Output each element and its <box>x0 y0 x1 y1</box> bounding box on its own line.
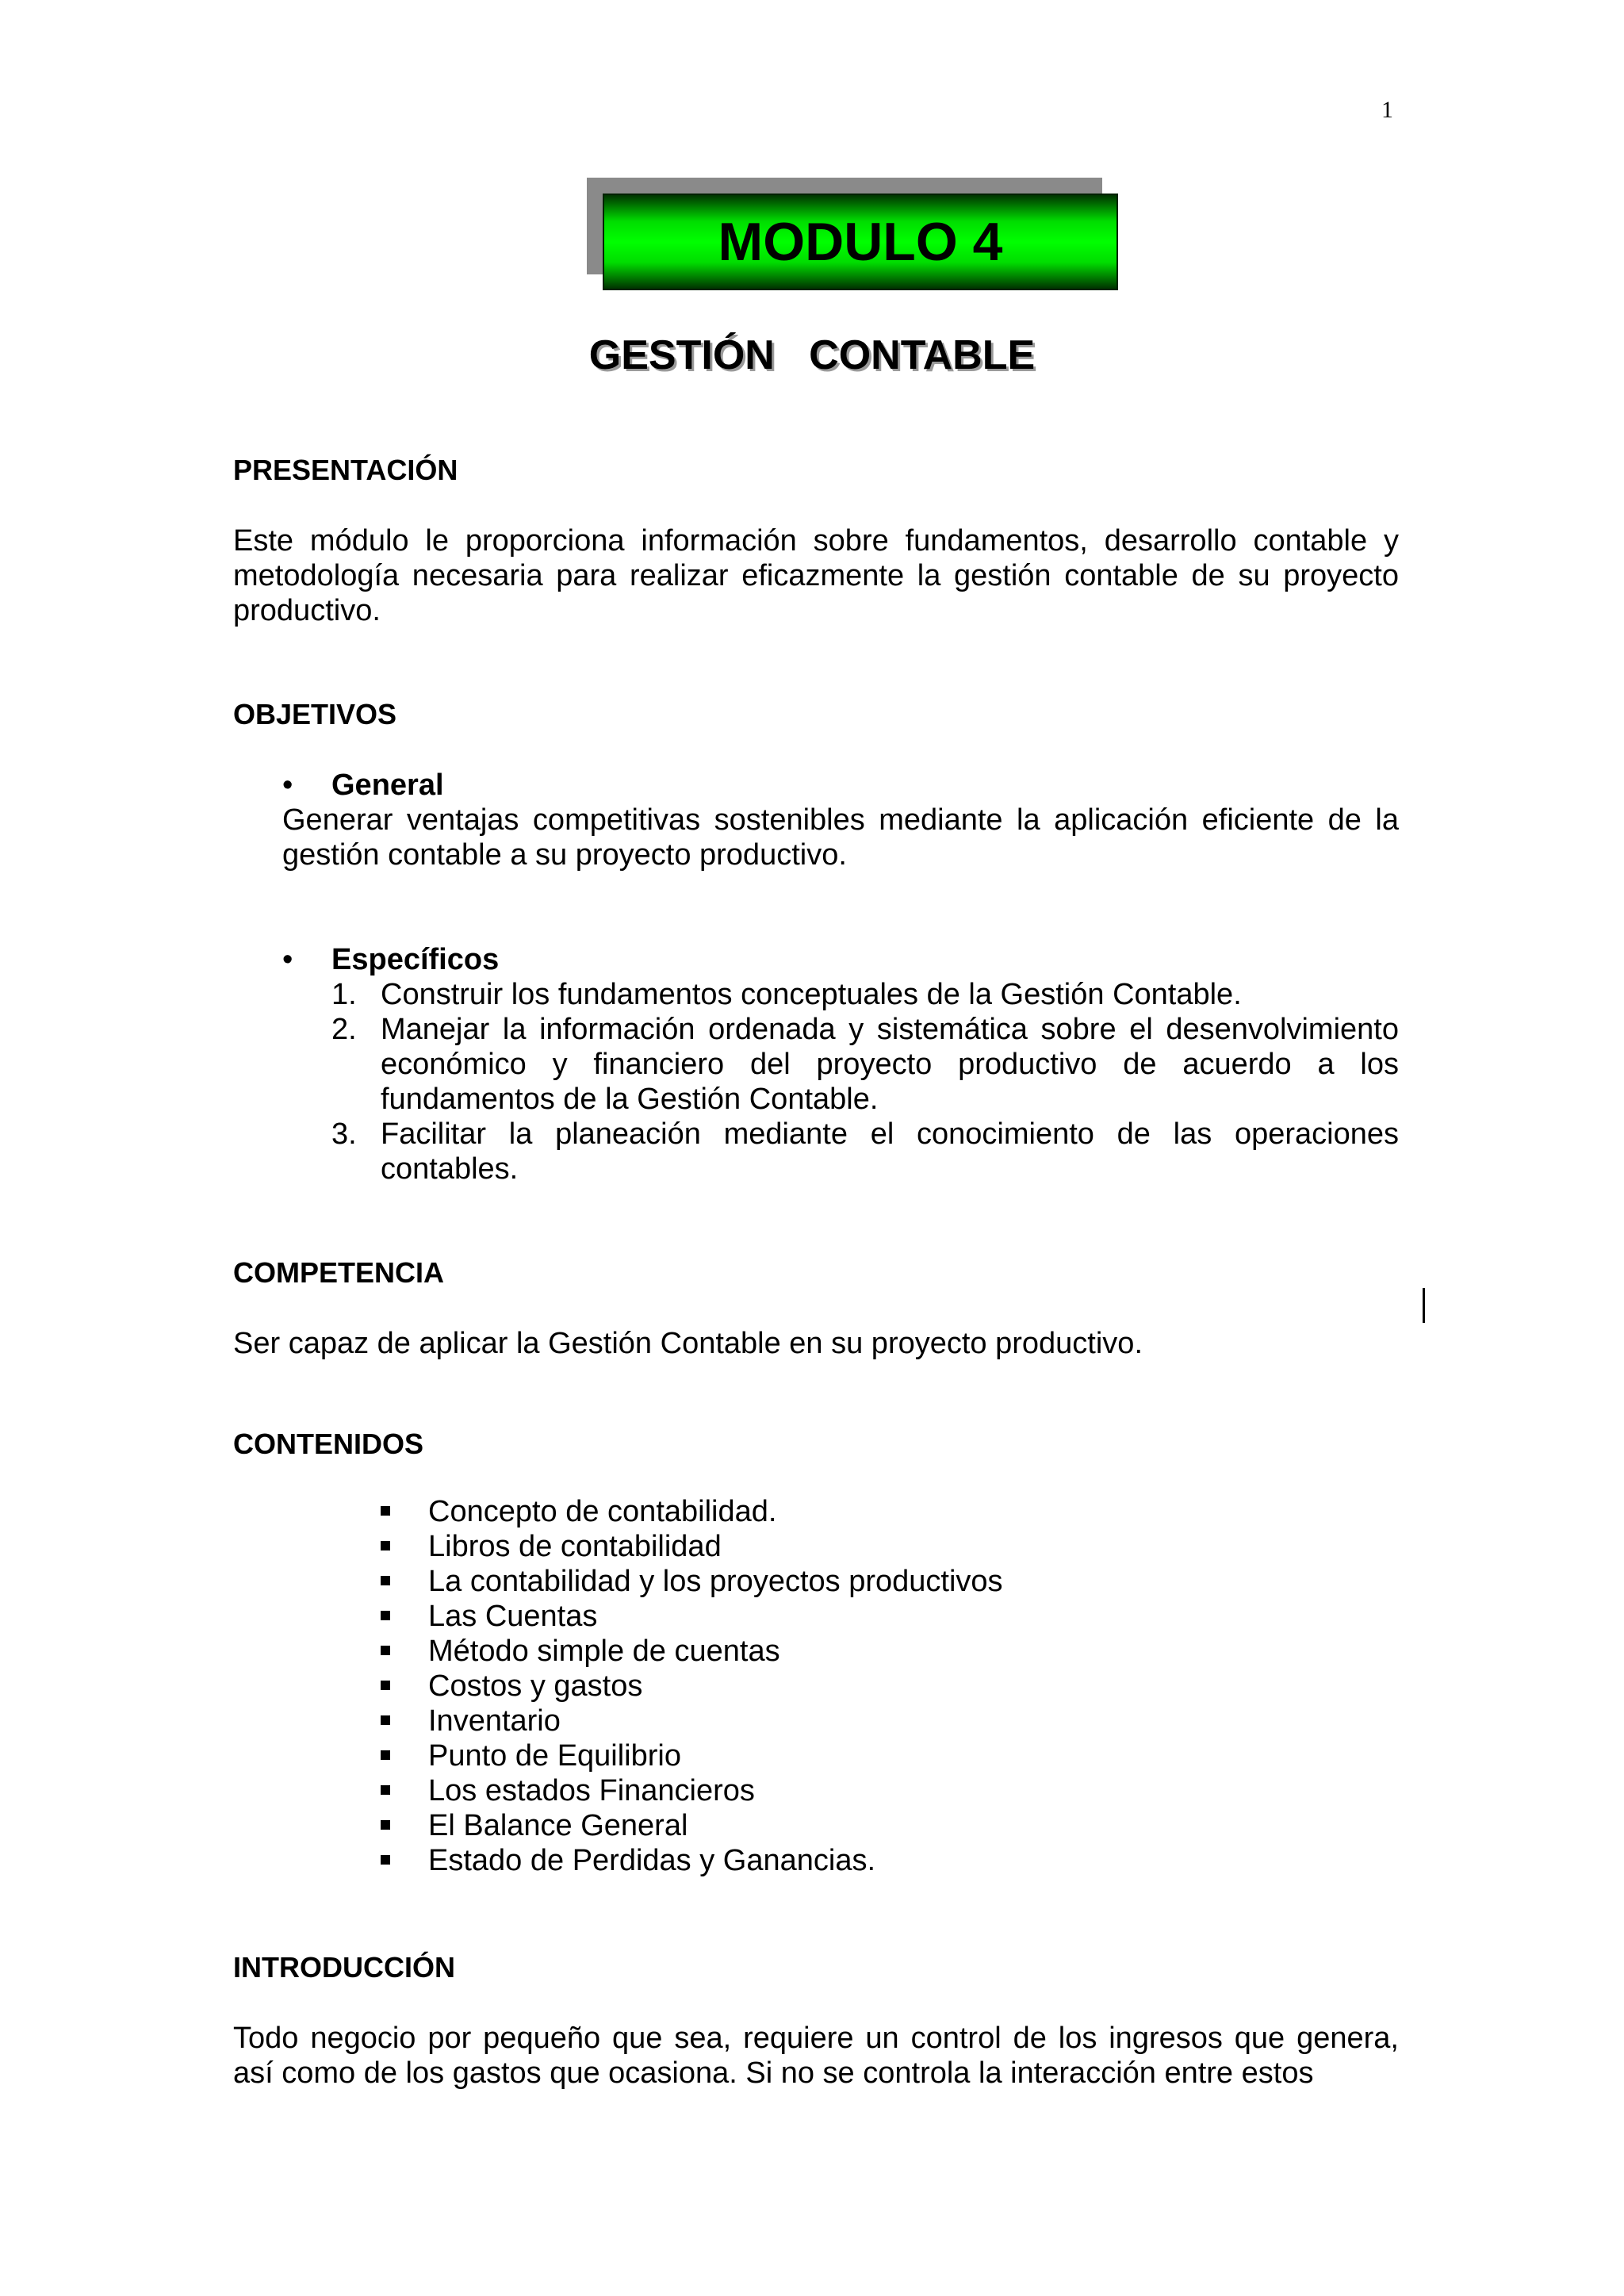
square-bullet-icon <box>381 1785 390 1795</box>
competencia-heading: COMPETENCIA <box>233 1256 445 1289</box>
list-item <box>331 1117 1399 1186</box>
objetivos-heading: OBJETIVOS <box>233 698 397 730</box>
list-item-text: Costos y gastos <box>428 1669 643 1703</box>
objetivo-general-label: General <box>331 769 444 802</box>
list-item <box>379 1529 1003 1564</box>
square-bullet-icon <box>381 1541 390 1550</box>
list-item <box>331 977 1399 1012</box>
presentacion-text: Este módulo le proporciona información sobre fundamentos, desarrollo contable y metodología necesaria para realizar eficazmente la gestión contable de su proyecto productivo. <box>233 524 1399 627</box>
list-item <box>379 1808 1003 1843</box>
list-item-text: Método simple de cuentas <box>428 1635 780 1668</box>
list-item-number: 3. <box>331 1117 357 1151</box>
list-item <box>379 1564 1003 1599</box>
list-item <box>379 1843 1003 1878</box>
module-title: MODULO 4 <box>603 194 1118 290</box>
list-item-text: Concepto de contabilidad. <box>428 1495 777 1528</box>
objetivos-especificos-label: Específicos <box>331 943 500 976</box>
square-bullet-icon <box>381 1681 390 1690</box>
square-bullet-icon <box>381 1750 390 1760</box>
square-bullet-icon <box>381 1855 390 1865</box>
contenidos-heading: CONTENIDOS <box>233 1428 424 1460</box>
page-number: 1 <box>1381 97 1393 123</box>
list-item <box>331 1012 1399 1117</box>
module-subtitle: GESTIÓN CONTABLE <box>588 332 1036 378</box>
presentacion-heading: PRESENTACIÓN <box>233 454 458 486</box>
objetivo-general-text: Generar ventajas competitivas sostenibles mediante la aplicación eficiente de la gestión contable a su proyecto productivo. <box>282 803 1399 872</box>
list-item-text: Los estados Financieros <box>428 1774 755 1807</box>
list-item-text: Punto de Equilibrio <box>428 1739 681 1773</box>
list-item <box>379 1704 1003 1738</box>
square-bullet-icon <box>381 1506 390 1516</box>
list-item-number: 1. <box>331 978 357 1011</box>
square-bullet-icon <box>381 1715 390 1725</box>
list-item <box>379 1669 1003 1704</box>
list-item <box>379 1494 1003 1529</box>
list-item <box>379 1773 1003 1808</box>
list-item-text: Libros de contabilidad <box>428 1530 722 1563</box>
bullet-icon: • <box>282 943 293 976</box>
introduccion-text: Todo negocio por pequeño que sea, requiere un control de los ingresos que genera, así como de los gastos que ocasiona. Si no se controla la interacción entre estos <box>233 2022 1399 2090</box>
square-bullet-icon <box>381 1576 390 1585</box>
competencia-text: Ser capaz de aplicar la Gestión Contable en su proyecto productivo. <box>233 1327 1143 1360</box>
list-item <box>379 1599 1003 1634</box>
list-item-text: Facilitar la planeación mediante el conocimiento de las operaciones contables. <box>381 1117 1399 1186</box>
list-item-text: Inventario <box>428 1704 561 1738</box>
square-bullet-icon <box>381 1820 390 1830</box>
introduccion-heading: INTRODUCCIÓN <box>233 1951 455 1984</box>
revision-bar <box>1423 1288 1425 1323</box>
square-bullet-icon <box>381 1611 390 1620</box>
list-item-text: Estado de Perdidas y Ganancias. <box>428 1844 876 1877</box>
square-bullet-icon <box>381 1646 390 1655</box>
list-item-text: El Balance General <box>428 1809 688 1842</box>
list-item-text: Las Cuentas <box>428 1600 598 1633</box>
list-item <box>379 1634 1003 1669</box>
list-item-text: La contabilidad y los proyectos productivos <box>428 1565 1003 1598</box>
list-item <box>379 1738 1003 1773</box>
list-item-text: Manejar la información ordenada y sistemática sobre el desenvolvimiento económico y financiero del proyecto productivo de acuerdo a los fundamentos de la Gestión Contable. <box>381 1013 1399 1116</box>
bullet-icon: • <box>282 769 293 802</box>
objetivos-especificos-list <box>331 977 1399 1186</box>
list-item-text: Construir los fundamentos conceptuales de la Gestión Contable. <box>381 978 1242 1011</box>
contenidos-list <box>379 1494 1003 1878</box>
list-item-number: 2. <box>331 1013 357 1046</box>
